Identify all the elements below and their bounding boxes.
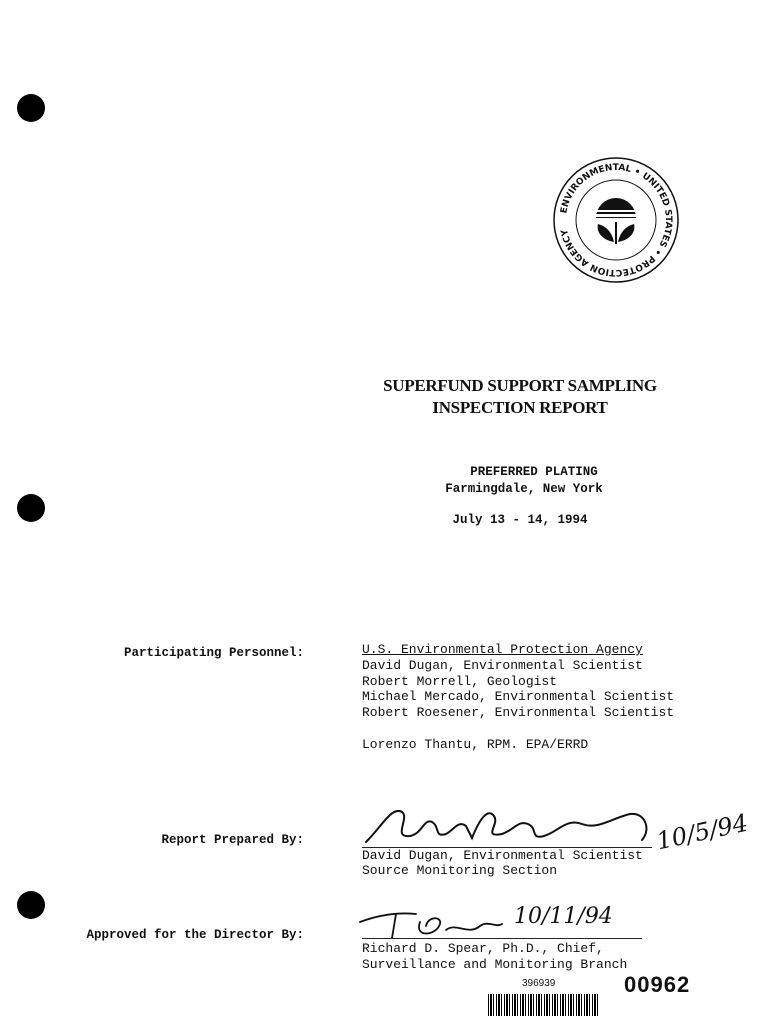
site-location: Farmingdale, New York — [445, 482, 603, 496]
rpm-line: Lorenzo Thantu, RPM. EPA/ERRD — [362, 737, 589, 752]
inspection-dates: July 13 - 14, 1994 — [452, 513, 588, 527]
preparer-section: Source Monitoring Section — [362, 863, 558, 878]
punch-hole-middle — [17, 494, 45, 522]
approver-signature-date: 10/11/94 — [514, 904, 613, 929]
barcode-number: 396939 — [522, 978, 556, 989]
preparer-signature — [362, 798, 662, 850]
epa-seal-logo — [552, 156, 680, 284]
barcode — [488, 994, 600, 1016]
svg-text:ENVIRONMENTAL • UNITED STATES: ENVIRONMENTAL • UNITED STATES • PROTECTION AGENCY — [559, 162, 674, 278]
personnel-member: Robert Roesener, Environmental Scientist — [362, 705, 675, 720]
approver-branch: Surveillance and Monitoring Branch — [362, 957, 628, 972]
approved-by-label: Approved for the Director By: — [86, 928, 304, 942]
punch-hole-top — [17, 94, 45, 122]
approver-name: Richard D. Spear, Ph.D., Chief, — [362, 941, 604, 956]
preparer-signature-date: 10/5/94 — [654, 808, 751, 856]
approver-signature-line — [362, 938, 642, 939]
personnel-member: David Dugan, Environmental Scientist — [362, 658, 643, 673]
personnel-member: Michael Mercado, Environmental Scientist — [362, 689, 675, 704]
site-name: PREFERRED PLATING — [470, 465, 598, 479]
punch-hole-bottom — [17, 891, 45, 919]
agency-name: U.S. Environmental Protection Agency — [362, 642, 643, 657]
report-title-line1: SUPERFUND SUPPORT SAMPLING — [383, 376, 657, 395]
page-number: 00962 — [624, 972, 691, 997]
prepared-by-label: Report Prepared By: — [161, 833, 304, 847]
report-title-line2: INSPECTION REPORT — [432, 398, 608, 417]
personnel-member: Robert Morrell, Geologist — [362, 674, 558, 689]
personnel-label: Participating Personnel: — [123, 646, 304, 660]
approver-signature — [356, 902, 506, 942]
preparer-name: David Dugan, Environmental Scientist — [362, 848, 643, 863]
